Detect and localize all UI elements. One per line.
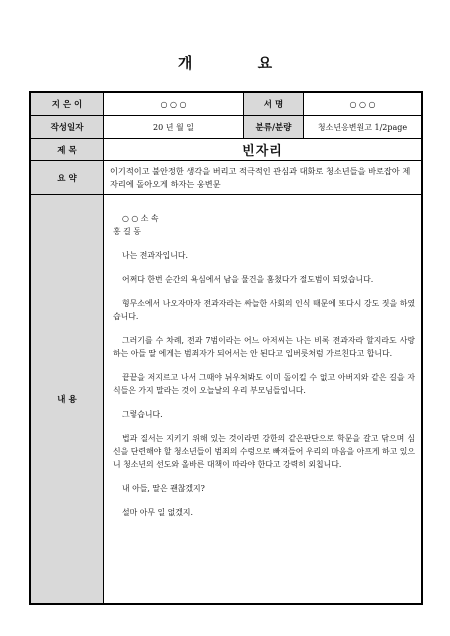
signature-value: ○ ○ ○ [303, 93, 421, 115]
summary-value: 이기적이고 불안정한 생각을 버리고 적극적인 관심과 대화로 청소년들을 바로잡아 제자리에 돌아오게 하자는 웅변문 [103, 161, 421, 194]
overview-table [29, 91, 423, 605]
summary-row [31, 161, 421, 195]
date-value: 20 년 월 일 [103, 116, 243, 138]
speech-paragraph: 내 아들, 딸은 괜찮겠지? [122, 484, 205, 493]
content-row [31, 195, 421, 603]
date-label: 작성일자 [31, 116, 103, 138]
content-label: 내 용 [31, 195, 103, 603]
speech-paragraph: 그러기를 수 차례, 전과 7범이라는 어느 아저씨는 나는 비록 전과자라 할지라도 사랑하는 아들 딸 에게는 범죄자가 되어서는 안 된다고 입버릇처럼 가르친다고 합니다. [113, 336, 415, 358]
speech-paragraph: 법과 질서는 지키기 위해 있는 것이라면 강한의 같은판단으로 학문을 갈고 닦으며 심신을 단련해야 할 청소년들이 범죄의 수렁으로 빠져들어 우리의 마음을 아프게 하고 있으니 청소년의 선도와 올바른 대책이 따라야 한다고 강력히 외칩니다. [113, 434, 415, 469]
document-title: 개 요 [177, 54, 303, 72]
author-value: ○ ○ ○ [103, 93, 243, 115]
author-row [31, 93, 421, 116]
summary-label: 요 약 [31, 161, 103, 194]
speech-body [103, 195, 421, 603]
speaker-affiliation: ○ ○ 소 속 [122, 214, 159, 223]
category-value: 청소년응변원고 1/2page [303, 116, 421, 138]
subject-row [31, 139, 421, 161]
speech-paragraph: 나는 전과자입니다. [122, 251, 188, 260]
subject-value: 빈자리 [103, 139, 421, 160]
speaker-name: 홍 길 동 [113, 227, 141, 236]
author-label: 지 은 이 [31, 93, 103, 115]
signature-label: 서 명 [243, 93, 303, 115]
speech-paragraph: 설마 아무 일 없겠지. [122, 508, 194, 517]
speech-paragraph: 끝끝을 저지르고 나서 그때야 뉘우쳐봐도 이미 돌이킬 수 없고 아버지와 같은 길을 자식들은 가지 말라는 것이 오늘날의 우리 부모님들입니다. [113, 373, 415, 395]
date-row [31, 116, 421, 139]
speech-paragraph: 어쩌다 한번 순간의 욕심에서 남을 물건을 훔쳤다가 절도범이 되었습니다. [122, 275, 374, 284]
subject-label: 제 목 [31, 139, 103, 160]
category-label: 분류/분량 [243, 116, 303, 138]
speech-paragraph: 형무소에서 나오자마자 전과자라는 싸늘한 사회의 인식 때문에 또다시 강도 짓을 하였습니다. [113, 299, 415, 321]
speech-paragraph: 그렇습니다. [122, 410, 163, 419]
